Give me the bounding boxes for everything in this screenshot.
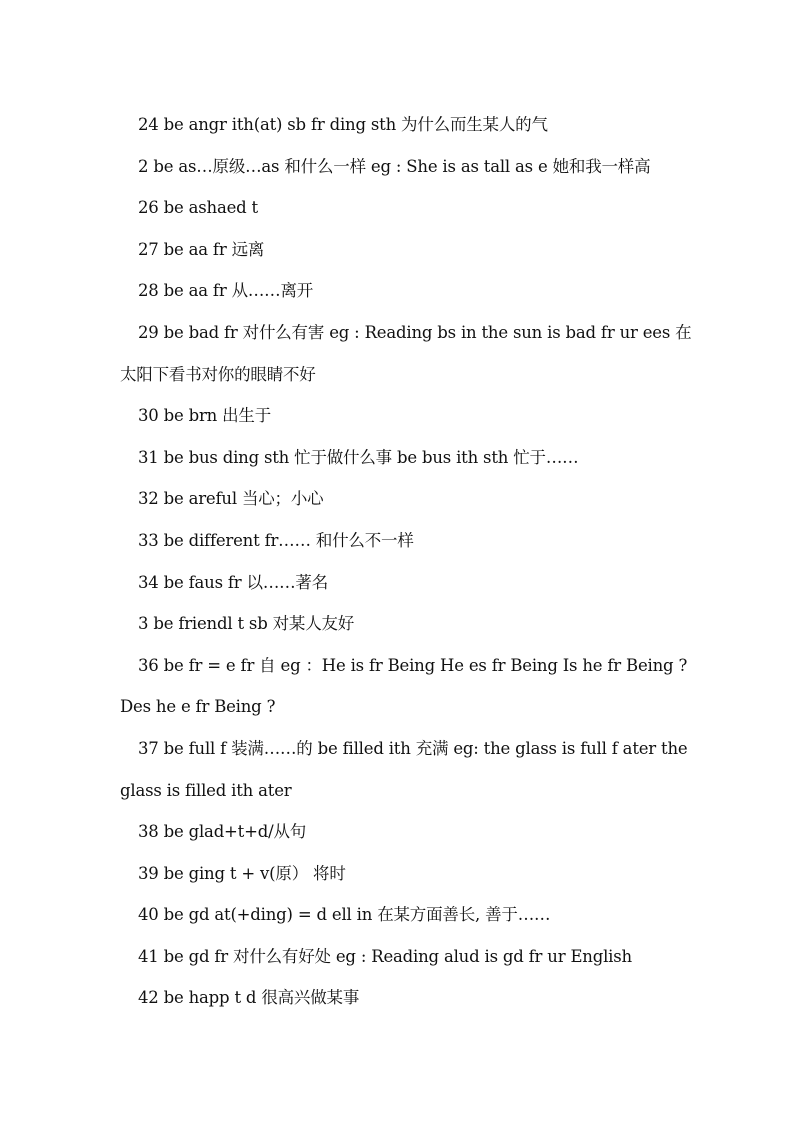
text-line-42: 42 be happ t d 很高兴做某事 — [138, 988, 360, 1008]
text-line-26: 26 be ashaed t — [138, 198, 258, 218]
text-line-33: 33 be different fr…… 和什么不一样 — [138, 530, 414, 550]
text-line-29: 29 be bad fr 对什么有害 eg : Reading bs in the sun is bad fr ur ees 在 — [138, 322, 692, 342]
text-line-36-continued: Des he e fr Being ? — [120, 697, 276, 717]
text-line-41: 41 be gd fr 对什么有好处 eg : Reading alud is gd fr ur English — [138, 946, 632, 966]
text-line-31: 31 be bus ding sth 忙于做什么事 be bus ith sth 忙于…… — [138, 447, 579, 467]
text-line-24: 24 be angr ith(at) sb fr ding sth 为什么而生某人的气 — [138, 115, 548, 134]
text-line-29-continued: 太阳下看书对你的眼睛不好 — [120, 364, 316, 384]
text-line-39: 39 be ging t + v(原） 将时 — [138, 863, 346, 883]
text-line-34: 34 be faus fr 以……著名 — [138, 572, 329, 592]
document-body — [120, 104, 694, 1019]
text-line-35: 3 be friendl t sb 对某人友好 — [138, 614, 355, 634]
text-line-36: 36 be fr = e fr 自 eg ：He is fr Being He es fr Being Is he fr Being ? — [138, 655, 688, 675]
text-line-37: 37 be full f 装满……的 be filled ith 充满 eg: the glass is full f ater the — [138, 738, 688, 758]
text-line-32: 32 be areful 当心；小心 — [138, 489, 324, 509]
text-line-37-continued: glass is filled ith ater — [120, 780, 292, 800]
text-line-38: 38 be glad+t+d/从句 — [138, 822, 307, 842]
text-line-30: 30 be brn 出生于 — [138, 406, 272, 426]
text-line-40: 40 be gd at(+ding) = d ell in 在某方面善长, 善于…… — [138, 905, 551, 925]
text-line-28: 28 be aa fr 从……离开 — [138, 281, 314, 301]
text-line-27: 27 be aa fr 远离 — [138, 239, 265, 259]
text-line-25: 2 be as…原级…as 和什么一样 eg : She is as tall as e 她和我一样高 — [138, 156, 651, 176]
